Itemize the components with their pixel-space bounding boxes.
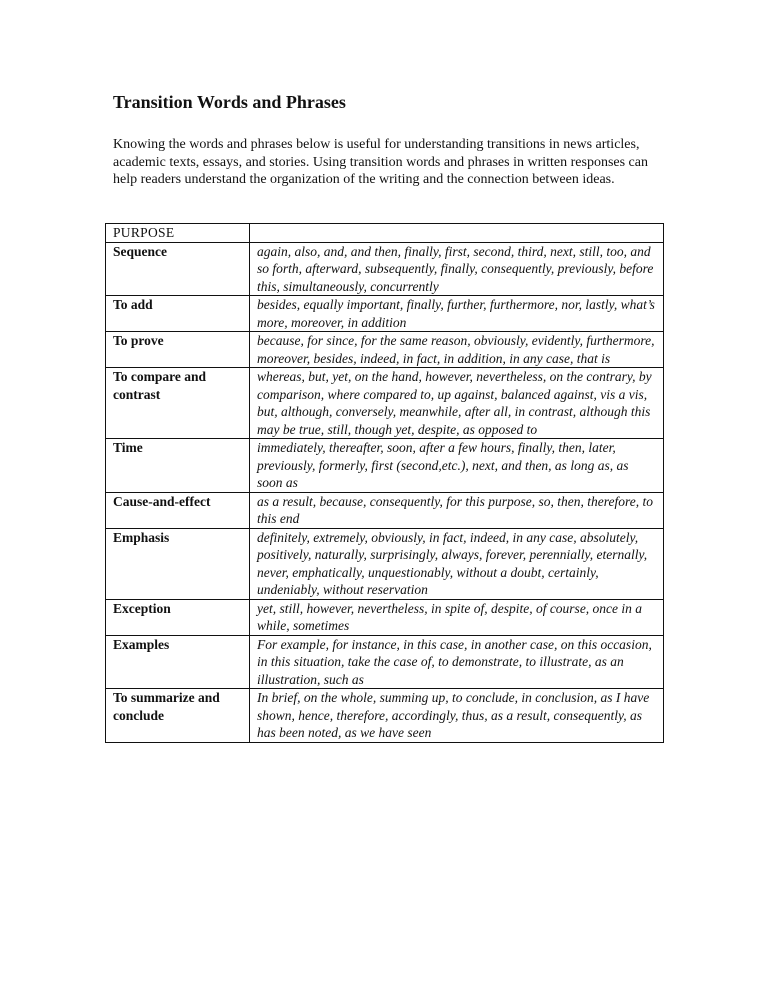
table-row (106, 599, 664, 635)
words-cell: whereas, but, yet, on the hand, however, nevertheless, on the contrary, by comparison, where compared to, up against, balanced against, vis a vis, but, although, conversely, meanwhile, after all, in contrast, although this may be true, still, though yet, despite, as opposed to (250, 368, 664, 439)
words-cell: immediately, thereafter, soon, after a few hours, finally, then, later, previously, formerly, first (second,etc.), next, and then, as long as, as soon as (250, 439, 664, 493)
header-purpose: PURPOSE (106, 224, 250, 243)
purpose-cell: To summarize and conclude (106, 689, 250, 743)
table-row (106, 296, 664, 332)
purpose-cell: Time (106, 439, 250, 493)
table-row (106, 332, 664, 368)
words-cell: because, for since, for the same reason, obviously, evidently, furthermore, moreover, besides, indeed, in fact, in addition, in any case, that is (250, 332, 664, 368)
transition-table (105, 223, 664, 743)
words-cell: again, also, and, and then, finally, first, second, third, next, still, too, and so forth, afterward, subsequently, finally, consequently, previously, before this, simultaneously, concurrently (250, 242, 664, 296)
purpose-cell: To prove (106, 332, 250, 368)
table-row (106, 689, 664, 743)
table-row (106, 368, 664, 439)
purpose-cell: Exception (106, 599, 250, 635)
table-body (106, 242, 664, 742)
intro-paragraph: Knowing the words and phrases below is useful for understanding transitions in news articles, academic texts, essays, and stories. Using transition words and phrases in written responses can help readers understand the organization of the writing and the connection between ideas. (113, 137, 648, 187)
table-row (106, 528, 664, 599)
words-cell: In brief, on the whole, summing up, to conclude, in conclusion, as I have shown, hence, therefore, accordingly, thus, as a result, consequently, as has been noted, as we have seen (250, 689, 664, 743)
header-words (250, 224, 664, 243)
table-row (106, 492, 664, 528)
purpose-cell: To compare and contrast (106, 368, 250, 439)
words-cell: as a result, because, consequently, for this purpose, so, then, therefore, to this end (250, 492, 664, 528)
purpose-cell: To add (106, 296, 250, 332)
table-row (106, 635, 664, 689)
table-header-row (106, 224, 664, 243)
page-title: Transition Words and Phrases (113, 92, 346, 112)
words-cell: yet, still, however, nevertheless, in spite of, despite, of course, once in a while, sometimes (250, 599, 664, 635)
words-cell: besides, equally important, finally, further, furthermore, nor, lastly, what’s more, moreover, in addition (250, 296, 664, 332)
purpose-cell: Sequence (106, 242, 250, 296)
table-row (106, 242, 664, 296)
purpose-cell: Cause-and-effect (106, 492, 250, 528)
words-cell: definitely, extremely, obviously, in fact, indeed, in any case, absolutely, positively, naturally, surprisingly, always, forever, perennially, eternally, never, emphatically, unquestionably, without a doubt, certainly, undeniably, without reservation (250, 528, 664, 599)
words-cell: For example, for instance, in this case, in another case, on this occasion, in this situation, take the case of, to demonstrate, to illustrate, as an illustration, such as (250, 635, 664, 689)
table-row (106, 439, 664, 493)
purpose-cell: Examples (106, 635, 250, 689)
purpose-cell: Emphasis (106, 528, 250, 599)
transition-table-container (105, 223, 663, 743)
